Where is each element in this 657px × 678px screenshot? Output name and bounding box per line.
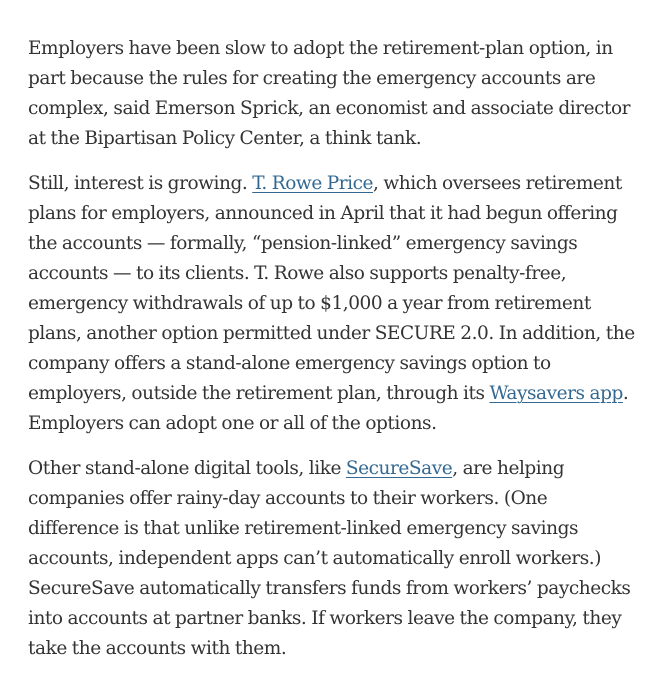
waysavers-app-link[interactable]: Waysavers app [489,383,623,404]
paragraph-text: , which oversees retirement plans for employers, announced in April that it had begun offering the accounts — formally, “pension-linked” emergency savings accounts — to its clients. T. Rowe also supports penalty-free, emergency withdrawals of up to $1,000 a year from retirement plans, another option permitted under SECURE 2.0. In addition, the company offers a stand-alone emergency savings option to employers, outside the retirement plan, through its [28,173,635,404]
paragraph-text: . Employers can adopt one or all of the options. [28,383,629,434]
paragraph-text: Still, interest is growing. [28,173,253,194]
paragraph-text: , are helping companies offer rainy-day accounts to their workers. (One difference is that unlike retirement-linked emergency savings accounts, independent apps can’t automatically enroll workers.) SecureSave automatically transfers funds from workers’ paychecks into accounts at partner banks. If workers leave the company, they take the accounts with them. [28,458,631,659]
paragraph-text: Employers have been slow to adopt the retirement-plan option, in part because the rules for creating the emergency accounts are complex, said Emerson Sprick, an economist and associate director at the Bipartisan Policy Center, a think tank. [28,38,631,149]
paragraph-employers-slow [28,34,635,154]
paragraph-text: Other stand-alone digital tools, like [28,458,346,479]
t-rowe-price-link[interactable]: T. Rowe Price [252,173,374,194]
securesave-link[interactable]: SecureSave [345,458,453,479]
paragraph-standalone-tools [28,454,635,664]
paragraph-interest-growing [28,169,635,439]
